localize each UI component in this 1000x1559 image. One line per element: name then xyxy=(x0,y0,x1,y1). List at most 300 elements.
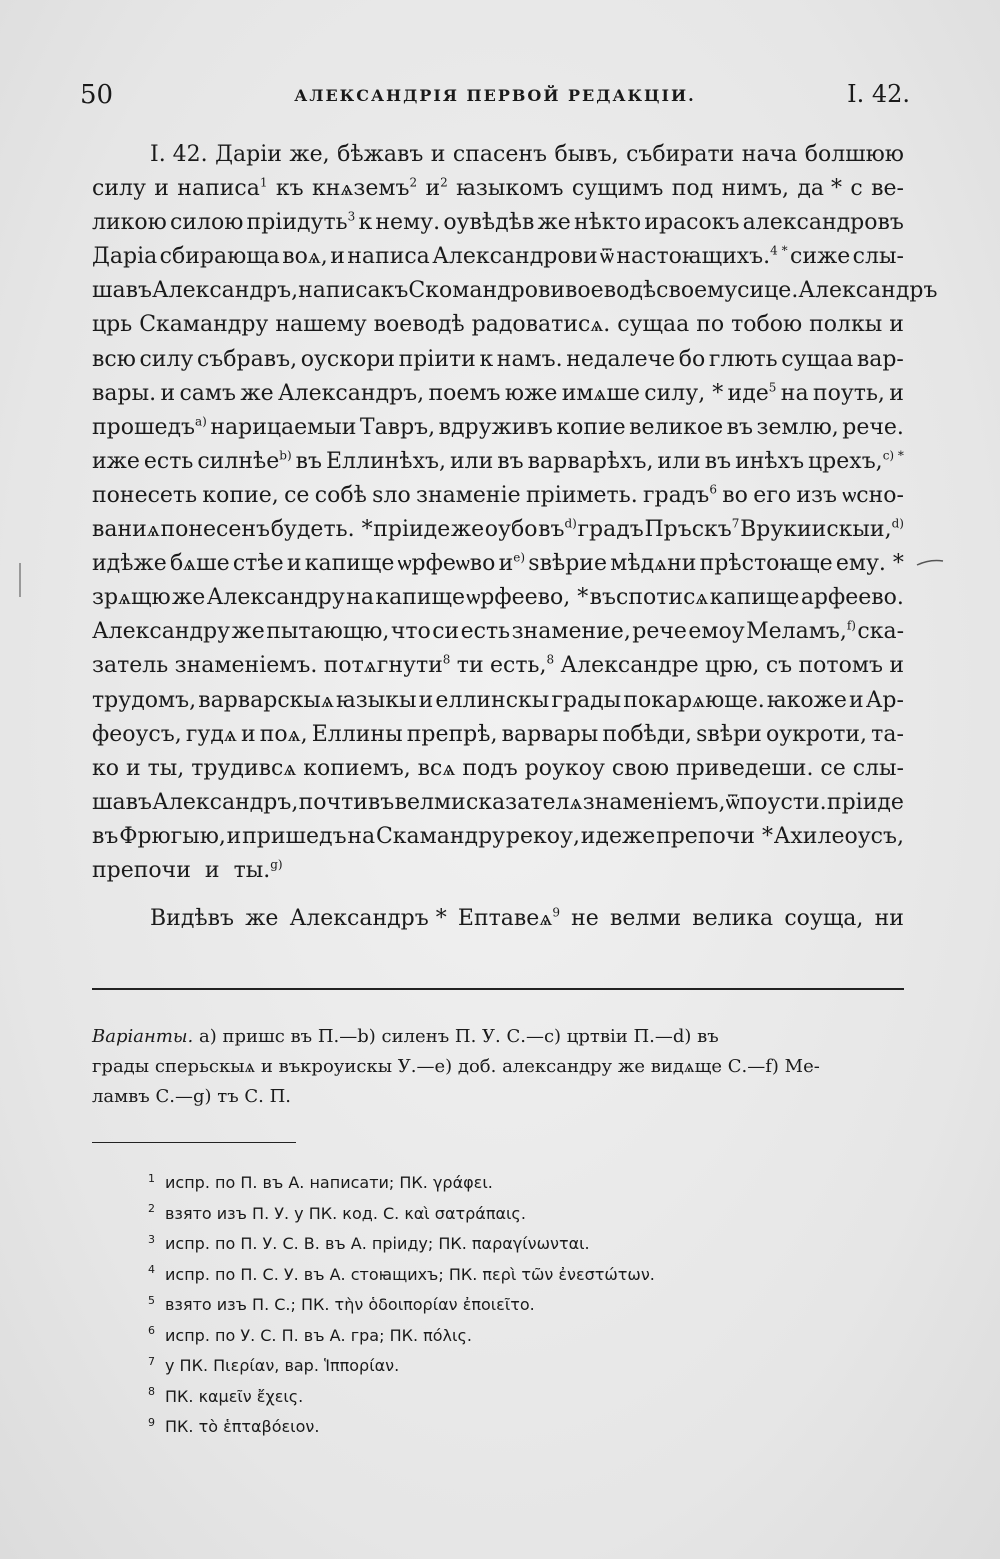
word: и xyxy=(286,551,302,577)
word: роукоу xyxy=(524,755,605,781)
word: пріиде xyxy=(826,789,904,815)
word: сиже xyxy=(790,244,851,270)
word: собѣ xyxy=(314,482,367,508)
word: всѧ xyxy=(417,755,456,781)
word: же xyxy=(537,210,571,236)
main-text xyxy=(92,138,938,936)
word: Ептавеѧ$^9$ xyxy=(457,905,560,932)
word: бѣжавъ xyxy=(337,142,424,167)
word: да * xyxy=(797,176,843,202)
word: будеть. * xyxy=(270,517,373,543)
word: Пръскъ$^7$ xyxy=(644,516,740,543)
word: пріиде xyxy=(373,517,451,543)
word: ѿпоусти. xyxy=(725,789,827,815)
word: силою xyxy=(169,210,244,236)
footnote-number: 5 xyxy=(148,1293,155,1307)
word: ѕло xyxy=(372,482,411,508)
footnote xyxy=(148,1168,888,1199)
word: тобою xyxy=(731,312,803,338)
word: иже xyxy=(92,448,140,474)
footnote-text: испр. по У. С. П. въ А. гра; ПК. πόλις. xyxy=(165,1325,472,1345)
word: воеводѣ xyxy=(373,312,465,338)
word: оукроти, xyxy=(765,721,868,747)
text-line xyxy=(92,581,904,615)
word: ꙗзыкы xyxy=(336,687,417,713)
word: поуть, xyxy=(812,380,885,406)
footnote-separator xyxy=(92,988,904,990)
text-line xyxy=(92,684,904,718)
word: пытающю, xyxy=(266,619,390,645)
word: и xyxy=(154,176,169,202)
word: капище xyxy=(304,551,395,577)
word: събирати xyxy=(626,142,735,167)
word: же xyxy=(450,517,485,543)
word: еллинскы xyxy=(435,687,550,713)
word: си xyxy=(432,619,460,645)
word: иде$^5$ xyxy=(727,380,777,406)
word: есть,$^8$ xyxy=(490,653,555,679)
word: пріиметь. xyxy=(525,482,638,508)
word: недалече xyxy=(566,346,676,372)
word: же, xyxy=(289,142,330,167)
text-line xyxy=(92,479,904,513)
word: же xyxy=(240,380,274,406)
word: сущаа xyxy=(781,346,854,372)
word: препрѣ, xyxy=(406,721,498,747)
footnote-number: 2 xyxy=(148,1202,155,1216)
word: капище xyxy=(709,585,800,611)
word: рече. xyxy=(842,414,904,440)
word: варварскыѧ xyxy=(198,687,334,713)
word: зрѧщю xyxy=(92,585,171,611)
word: Даріи xyxy=(215,142,282,167)
word: оускори xyxy=(300,346,395,372)
word: великое xyxy=(629,414,724,440)
footnote-text: ПК. καμεῖν ἔχεις. xyxy=(165,1386,304,1406)
word: бо xyxy=(678,346,706,372)
word: въ xyxy=(295,448,323,474)
variants-text: а) пришс въ П.—b) силенъ П. У. С.—c) цртвіи П.—d) въ xyxy=(199,1026,719,1047)
section-reference: I. 42. xyxy=(847,80,910,108)
word: $въ^{d)}$ xyxy=(538,516,577,543)
word: ко xyxy=(92,755,119,781)
word: велми xyxy=(609,906,682,932)
footnote-number: 3 xyxy=(148,1232,155,1246)
word: идеже xyxy=(580,823,656,849)
word: въ xyxy=(92,823,119,849)
variants-apparatus xyxy=(92,1022,904,1112)
word: шавъ xyxy=(92,789,152,815)
word: радоватисѧ. xyxy=(471,312,611,338)
word: грады xyxy=(551,687,622,713)
word: нѣкто xyxy=(574,210,642,236)
word: что xyxy=(390,619,431,645)
word: Скомандрови xyxy=(408,278,566,304)
text-line xyxy=(92,513,904,547)
word: почтивъ xyxy=(298,789,395,815)
word: же xyxy=(245,906,279,932)
word: пришедъ xyxy=(242,823,347,849)
word: ѡсно- xyxy=(842,482,904,508)
word: написа xyxy=(298,278,381,304)
text-line xyxy=(92,649,904,683)
word: въ xyxy=(704,448,732,474)
paragraph-2 xyxy=(92,902,904,936)
word: Фрюгыю, xyxy=(119,823,226,849)
word: препочи xyxy=(92,857,191,883)
word: Александрови xyxy=(432,244,598,270)
word: сущаа xyxy=(617,312,690,338)
word: или xyxy=(449,448,494,474)
word: или xyxy=(657,448,701,474)
text-line xyxy=(92,902,904,936)
word: Александръ, xyxy=(151,278,299,304)
word: капище xyxy=(375,585,465,611)
word: ему. * xyxy=(835,551,904,577)
footnote-text: взято изъ П. У. у ПК. код. С. καὶ σατράπαις. xyxy=(165,1203,526,1223)
word: ꙗкоже xyxy=(766,687,847,713)
footnote-number: 6 xyxy=(148,1324,155,1338)
footnotes xyxy=(148,1168,888,1443)
word: подъ xyxy=(462,755,518,781)
footnote xyxy=(148,1229,888,1260)
word: ска- xyxy=(857,619,904,645)
word: вдруживъ xyxy=(438,414,553,440)
word: Тавръ, xyxy=(359,414,436,440)
word: юже xyxy=(504,380,558,406)
word: съ xyxy=(765,653,793,679)
word: под xyxy=(671,176,714,202)
word: силнѣе$^{b)}$ xyxy=(197,448,292,474)
word: феоусъ, xyxy=(92,721,182,747)
word: Видѣвъ xyxy=(150,906,235,932)
word: покарѧюще. xyxy=(623,687,765,713)
word: та- xyxy=(871,721,904,747)
variants-text: грады сперьскыѧ и въкроуискы У.—e) доб. александру же видѧще С.—f) Ме- xyxy=(92,1056,820,1077)
text-line xyxy=(92,820,904,854)
word: всю xyxy=(92,346,136,372)
footnote-text: у ПК. Πιερίαν, вар. Ἱππορίαν. xyxy=(165,1356,400,1375)
word: воеводѣ xyxy=(565,278,657,304)
word: знаменіемъ, xyxy=(582,789,726,815)
word: къ xyxy=(275,176,304,202)
word: написа$^1$ xyxy=(177,175,268,202)
word: трудомъ, xyxy=(92,687,197,713)
word: александровъ xyxy=(742,210,904,236)
word: градъ xyxy=(577,517,644,543)
word: имѧше xyxy=(561,380,640,406)
word: пріити xyxy=(398,346,476,372)
word: събравъ, xyxy=(196,346,298,372)
text-line xyxy=(92,377,904,411)
word: воѧ, xyxy=(282,244,328,270)
word: Александру xyxy=(206,585,345,611)
footnote xyxy=(148,1199,888,1230)
word: знамение, xyxy=(511,619,631,645)
word: градъ$^6$ xyxy=(643,482,717,508)
word: оубо xyxy=(484,517,538,543)
footnote-text: испр. по П. въ А. написати; ПК. γράφει. xyxy=(165,1173,493,1192)
word: к xyxy=(358,210,373,236)
word: же xyxy=(172,585,206,611)
word: ирасокъ xyxy=(644,210,740,236)
variants-label: Варіанты. xyxy=(92,1026,194,1047)
word: Александръ, xyxy=(278,380,425,406)
text-line xyxy=(92,445,904,479)
word: и xyxy=(240,721,256,747)
word: ты, xyxy=(147,755,185,781)
variants-line xyxy=(92,1052,904,1082)
text-line xyxy=(92,752,904,786)
word: поѧ, xyxy=(259,721,308,747)
word: пріидуть$^3$ xyxy=(246,209,356,236)
word: въ xyxy=(726,414,754,440)
word: Еллины xyxy=(311,721,403,747)
word: мѣдѧни xyxy=(610,551,697,577)
word: кнѧземъ$^2$ xyxy=(311,175,418,202)
word: $и^{e)}$ xyxy=(498,550,526,577)
word: емоу xyxy=(688,619,745,645)
footnote xyxy=(148,1351,888,1382)
margin-pencil-mark xyxy=(916,555,944,569)
footnote xyxy=(148,1321,888,1352)
word: препочи * xyxy=(656,823,773,849)
paragraph-1 xyxy=(92,138,938,888)
word: Александре xyxy=(560,653,699,679)
word: ликою xyxy=(92,210,167,236)
word: ты.$^{g)}$ xyxy=(233,857,283,883)
word: Скамандру xyxy=(375,823,506,849)
margin-pencil-tick xyxy=(18,563,22,597)
word: Александру xyxy=(92,619,231,645)
word: его xyxy=(753,482,792,508)
word: црь xyxy=(92,312,133,338)
word: слы- xyxy=(852,244,904,270)
text-line xyxy=(92,718,904,752)
word: и xyxy=(889,312,904,338)
word: силу xyxy=(139,346,194,372)
word: и xyxy=(430,142,446,167)
word: и xyxy=(125,755,141,781)
word: копие xyxy=(556,414,626,440)
word: понесеть xyxy=(92,482,198,508)
word: глють xyxy=(708,346,778,372)
word: Александръ xyxy=(798,278,938,304)
word: прошедъ$^{a)}$ xyxy=(92,414,207,440)
page-header xyxy=(80,80,910,114)
word: знаменіе xyxy=(416,482,521,508)
footnote xyxy=(148,1260,888,1291)
text-line xyxy=(92,615,904,649)
text-line xyxy=(92,240,904,274)
word: сице. xyxy=(737,278,799,304)
word: сбирающа xyxy=(159,244,280,270)
word: слы- xyxy=(852,755,904,781)
word: и xyxy=(226,823,242,849)
word: и xyxy=(330,244,345,270)
word: ваниѧ xyxy=(92,517,160,543)
word: велика xyxy=(692,906,774,932)
word: есть xyxy=(143,448,194,474)
text-line xyxy=(92,547,904,581)
word: на xyxy=(346,585,374,611)
text-line xyxy=(92,172,904,206)
footnote-number: 1 xyxy=(148,1171,155,1185)
word: с xyxy=(850,176,863,202)
word: знаменіемъ. xyxy=(174,653,318,679)
word: къ xyxy=(380,278,409,304)
footnote xyxy=(148,1382,888,1413)
word: ѡрфеево, * xyxy=(466,585,589,611)
footnote-text: испр. по П. С. У. въ А. стоꙗщихъ; ПК. περὶ τῶν ἐνεστώτων. xyxy=(165,1264,655,1284)
word: $и^2$ xyxy=(425,175,448,202)
footnote-text: испр. по П. У. С. В. въ А. пріиду; ПК. παραγίνωνται. xyxy=(165,1234,590,1253)
word: ꙗзыкомъ xyxy=(456,176,564,202)
word: потомъ xyxy=(798,653,883,679)
word: сущимъ xyxy=(571,176,664,202)
word: настоꙗщихъ.$^{4 *}$ xyxy=(616,243,788,270)
variants-line xyxy=(92,1022,904,1052)
word: не xyxy=(571,906,599,932)
word: и xyxy=(848,687,864,713)
text-line xyxy=(92,411,904,445)
word: Еллинѣхъ, xyxy=(325,448,446,474)
text-line xyxy=(92,206,904,240)
footnote-text: ПК. τὸ ἑπταβόειον. xyxy=(165,1417,320,1436)
word: Врукиискыи,$^{d)}$ xyxy=(740,516,904,543)
word: стѣе xyxy=(232,551,284,577)
word: копие, xyxy=(202,482,279,508)
word: и xyxy=(889,653,904,679)
footnote-number: 7 xyxy=(148,1354,155,1368)
word: побѣди, xyxy=(602,721,693,747)
variants-text: ламвъ С.—g) тъ С. П. xyxy=(92,1086,292,1107)
word: и xyxy=(889,380,904,406)
word: се xyxy=(820,755,846,781)
word: ни xyxy=(874,906,904,932)
word: I. 42. xyxy=(150,142,208,167)
running-title: АЛЕКСАНДРІЯ ПЕРВОЙ РЕДАКЦІИ. xyxy=(294,86,696,105)
word: поемъ xyxy=(428,380,501,406)
word: ѡрфеѡво xyxy=(397,551,496,577)
word: оувѣдѣв xyxy=(443,210,535,236)
word: вары. xyxy=(92,380,157,406)
word: рекоу, xyxy=(505,823,580,849)
word: копиемъ, xyxy=(303,755,411,781)
word: своему xyxy=(656,278,738,304)
word: и xyxy=(160,380,176,406)
word: прѣстоꙗще xyxy=(699,551,833,577)
word: соуща, xyxy=(784,906,864,932)
word: и xyxy=(418,687,434,713)
word: намъ. xyxy=(496,346,563,372)
footnote-number: 4 xyxy=(148,1263,155,1277)
word: идѣже xyxy=(92,551,167,577)
word: силу, * xyxy=(644,380,724,406)
word: рече xyxy=(632,619,687,645)
word: нашему xyxy=(275,312,367,338)
word: изъ xyxy=(796,482,838,508)
text-line xyxy=(92,308,904,342)
footnote-text: взято изъ П. С.; ПК. τὴν ὁδοιπορίαν ἐποιεῖτο. xyxy=(165,1295,535,1314)
word: во xyxy=(722,482,748,508)
notes-separator xyxy=(92,1142,296,1143)
text-line xyxy=(92,854,904,888)
word: варварѣхъ, xyxy=(527,448,654,474)
word: же xyxy=(231,619,265,645)
text-line xyxy=(92,138,904,172)
word: есть xyxy=(460,619,511,645)
word: Александръ, xyxy=(152,789,299,815)
footnote-number: 8 xyxy=(148,1385,155,1399)
word: ве- xyxy=(871,176,904,202)
word: варвары xyxy=(501,721,599,747)
footnote xyxy=(148,1290,888,1321)
word: вар- xyxy=(856,346,904,372)
word: ти xyxy=(456,653,484,679)
word: ѿ xyxy=(600,244,614,270)
word: Ар- xyxy=(865,687,904,713)
word: на xyxy=(347,823,376,849)
word: гудѧ xyxy=(185,721,237,747)
word: приведеши. xyxy=(675,755,814,781)
word: арфеево. xyxy=(800,585,904,611)
word: нему. xyxy=(375,210,441,236)
word: нарицаемыи xyxy=(210,414,357,440)
word: Меламъ,$^{f)}$ xyxy=(746,618,856,645)
word: Ахилеоусъ, xyxy=(773,823,904,849)
word: ѕвѣри xyxy=(696,721,762,747)
footnote-number: 9 xyxy=(148,1415,155,1429)
word: црехъ,$^{c) *}$ xyxy=(808,448,904,474)
word: силу xyxy=(92,176,146,202)
word: сказателѧ xyxy=(465,789,583,815)
word: црю, xyxy=(705,653,760,679)
word: спасенъ xyxy=(452,142,548,167)
word: въ xyxy=(497,448,524,474)
footnote xyxy=(148,1412,888,1443)
word: Даріа xyxy=(92,244,158,270)
word: бѧше xyxy=(169,551,230,577)
word: нача xyxy=(741,142,798,167)
word: велми xyxy=(394,789,466,815)
variants-line xyxy=(92,1082,904,1112)
word: Александръ * xyxy=(289,906,447,932)
word: инѣхъ xyxy=(735,448,805,474)
word: бывъ, xyxy=(554,142,619,167)
text-line xyxy=(92,343,904,377)
text-line xyxy=(92,274,938,308)
text-line xyxy=(92,786,904,820)
word: затель xyxy=(92,653,169,679)
word: и xyxy=(204,857,220,883)
word: землю, xyxy=(756,414,839,440)
word: потѧгнути$^8$ xyxy=(323,653,451,679)
page-number: 50 xyxy=(80,80,114,110)
word: самъ xyxy=(179,380,237,406)
word: написа xyxy=(347,244,430,270)
word: шавъ xyxy=(92,278,152,304)
word: болшюю xyxy=(804,142,904,167)
word: се xyxy=(284,482,310,508)
word: к xyxy=(479,346,494,372)
word: нимъ, xyxy=(721,176,790,202)
word: въспотисѧ xyxy=(589,585,709,611)
word: трудивсѧ xyxy=(191,755,297,781)
word: по xyxy=(696,312,725,338)
word: на xyxy=(780,380,809,406)
word: полкы xyxy=(809,312,883,338)
